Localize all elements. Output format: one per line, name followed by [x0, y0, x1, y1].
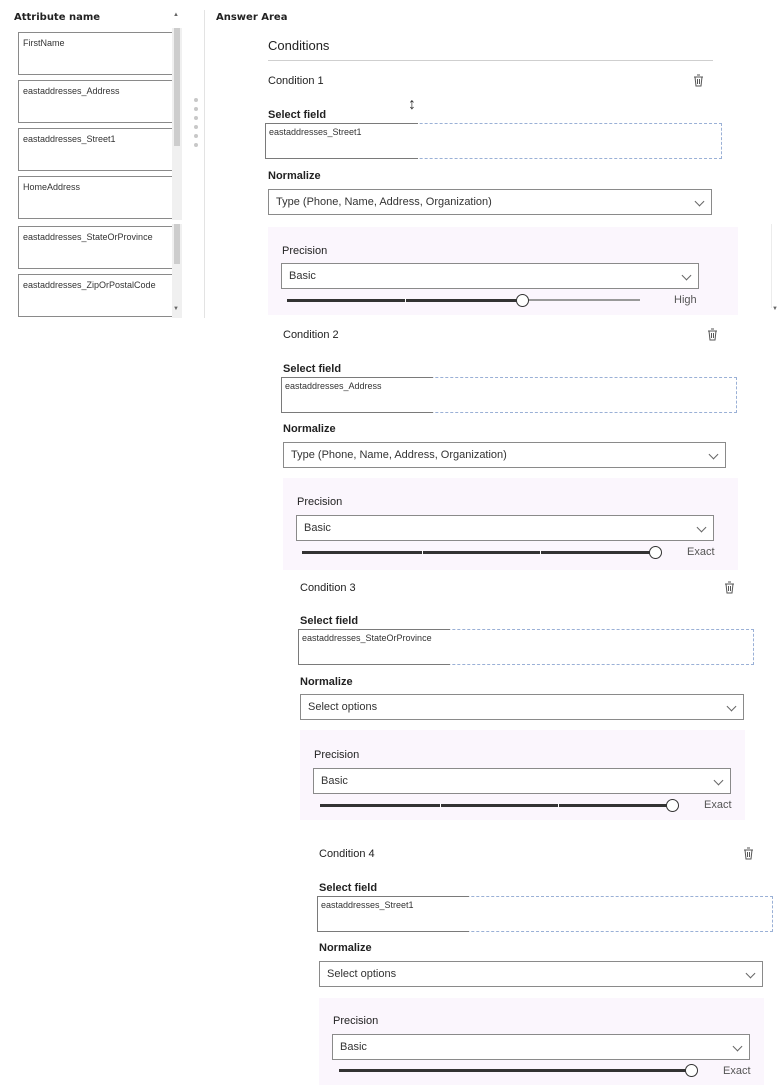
condition-4-selected-field[interactable]: eastaddresses_Street1: [317, 896, 469, 932]
condition-4-precision-value: Basic: [340, 1041, 367, 1053]
condition-1-normalize-value: Type (Phone, Name, Address, Organization): [276, 196, 492, 208]
condition-1-precision-value: Basic: [289, 270, 316, 282]
condition-1-slider-label: High: [674, 294, 697, 306]
condition-1-precision-label: Precision: [282, 245, 328, 257]
condition-1-field-drop-target[interactable]: [265, 123, 722, 159]
condition-1-precision-dropdown[interactable]: [281, 263, 699, 289]
condition-3-select-field-label: Select field: [300, 615, 359, 627]
condition-2-normalize-dropdown[interactable]: [283, 442, 726, 468]
chevron-down-icon: [714, 776, 724, 786]
condition-3-slider-label: Exact: [704, 799, 732, 811]
condition-2-field-drop-target[interactable]: [281, 377, 737, 413]
trash-icon[interactable]: [693, 74, 704, 87]
condition-2-normalize-value: Type (Phone, Name, Address, Organization): [291, 449, 507, 461]
slider-tick: [540, 550, 541, 555]
condition-4-slider-thumb[interactable]: [685, 1064, 698, 1077]
attribute-item-ziporpostalcode[interactable]: eastaddresses_ZipOrPostalCode: [18, 274, 174, 317]
chevron-down-icon: [733, 1042, 743, 1052]
condition-4-normalize-dropdown[interactable]: [319, 961, 763, 987]
conditions-divider: [268, 60, 713, 61]
conditions-heading: Conditions: [268, 38, 330, 53]
condition-3-selected-field[interactable]: eastaddresses_StateOrProvince: [298, 629, 450, 665]
resize-cursor-icon: ↕: [408, 96, 416, 113]
condition-4-select-field-label: Select field: [319, 882, 378, 894]
attribute-scrollbar-thumb[interactable]: [174, 28, 180, 146]
chevron-down-icon: [727, 702, 737, 712]
condition-2: [262, 318, 762, 580]
attribute-list-top: [10, 28, 185, 220]
condition-4-slider-label: Exact: [723, 1065, 751, 1077]
condition-4-field-drop-target[interactable]: [317, 896, 773, 932]
chevron-down-icon: [746, 969, 756, 979]
condition-3-normalize-label: Normalize: [300, 676, 353, 688]
attribute-item-homeaddress[interactable]: HomeAddress: [18, 176, 174, 219]
condition-2-precision-label: Precision: [297, 496, 343, 508]
trash-icon[interactable]: [707, 328, 718, 341]
scroll-up-icon[interactable]: ▲: [173, 12, 179, 18]
condition-1-select-field-label: Select field: [268, 109, 327, 121]
condition-2-select-field-label: Select field: [283, 363, 342, 375]
condition-1-title: Condition 1: [268, 75, 324, 87]
condition-3-precision-dropdown[interactable]: [313, 768, 731, 794]
condition-4: [288, 832, 776, 1085]
condition-1-slider-thumb[interactable]: [516, 294, 529, 307]
condition-3: [262, 572, 772, 827]
condition-2-slider-label: Exact: [687, 546, 715, 558]
attribute-item-address[interactable]: eastaddresses_Address: [18, 80, 174, 123]
attribute-list-bottom: [10, 224, 185, 318]
condition-2-normalize-label: Normalize: [283, 423, 336, 435]
attribute-item-firstname[interactable]: FirstName: [18, 32, 174, 75]
trash-icon[interactable]: [743, 847, 754, 860]
condition-1-slider-rest: [522, 299, 640, 301]
attribute-item-street1[interactable]: eastaddresses_Street1: [18, 128, 174, 171]
condition-4-slider-track[interactable]: [339, 1069, 691, 1072]
condition-2-precision-value: Basic: [304, 522, 331, 534]
scroll-down-icon[interactable]: ▼: [173, 306, 179, 312]
condition-2-title: Condition 2: [283, 329, 339, 341]
answer-area-title: Answer Area: [216, 12, 288, 23]
chevron-down-icon: [695, 197, 705, 207]
condition-4-normalize-value: Select options: [327, 968, 397, 980]
slider-tick: [558, 803, 559, 808]
condition-2-selected-field[interactable]: eastaddresses_Address: [281, 377, 433, 413]
right-scrollbar[interactable]: [771, 224, 772, 308]
chevron-down-icon: [709, 450, 719, 460]
condition-2-slider-thumb[interactable]: [649, 546, 662, 559]
trash-icon[interactable]: [724, 581, 735, 594]
condition-3-precision-label: Precision: [314, 749, 360, 761]
condition-4-normalize-label: Normalize: [319, 942, 372, 954]
drag-handle-icon[interactable]: [194, 98, 198, 152]
condition-3-normalize-dropdown[interactable]: [300, 694, 744, 720]
attribute-list-title: Attribute name: [14, 12, 101, 23]
condition-2-slider-track[interactable]: [302, 551, 655, 554]
slider-tick: [405, 298, 406, 303]
condition-1-normalize-label: Normalize: [268, 170, 321, 182]
condition-1-selected-field[interactable]: eastaddresses_Street1: [265, 123, 418, 159]
condition-3-title: Condition 3: [300, 582, 356, 594]
condition-3-normalize-value: Select options: [308, 701, 378, 713]
slider-tick: [440, 803, 441, 808]
chevron-down-icon: [697, 523, 707, 533]
attribute-item-stateorprovince[interactable]: eastaddresses_StateOrProvince: [18, 226, 174, 269]
condition-4-precision-dropdown[interactable]: [332, 1034, 750, 1060]
attribute-scrollbar-thumb-lower[interactable]: [174, 224, 180, 264]
condition-2-precision-dropdown[interactable]: [296, 515, 714, 541]
slider-tick: [422, 550, 423, 555]
panel-divider: [204, 10, 205, 318]
condition-4-precision-label: Precision: [333, 1015, 379, 1027]
right-scroll-down-icon[interactable]: ▼: [772, 306, 778, 312]
condition-1-normalize-dropdown[interactable]: [268, 189, 712, 215]
chevron-down-icon: [682, 271, 692, 281]
condition-4-title: Condition 4: [319, 848, 375, 860]
condition-3-slider-track[interactable]: [320, 804, 672, 807]
condition-3-precision-value: Basic: [321, 775, 348, 787]
condition-3-field-drop-target[interactable]: [298, 629, 754, 665]
condition-3-slider-thumb[interactable]: [666, 799, 679, 812]
